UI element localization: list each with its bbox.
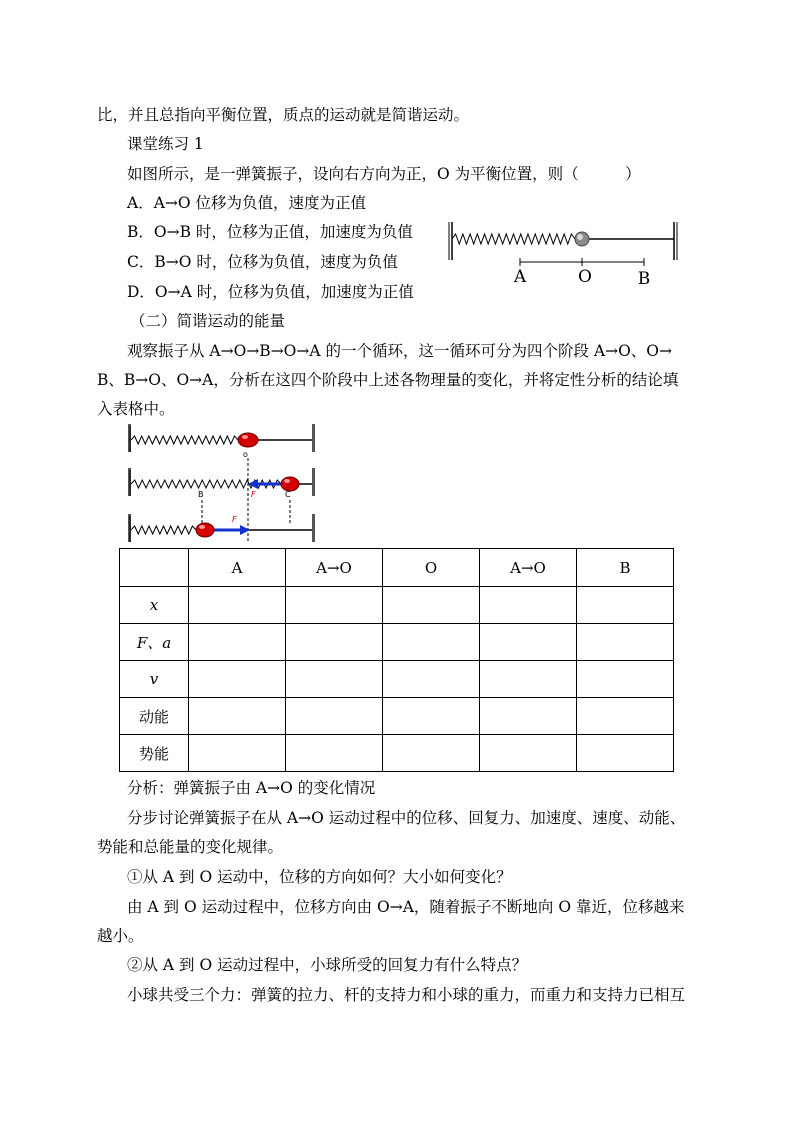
table-cell — [480, 698, 577, 735]
table-row — [120, 624, 674, 661]
table-cell — [189, 735, 286, 772]
analysis-table — [119, 548, 674, 772]
table-cell — [286, 735, 383, 772]
label-c-small: C — [285, 490, 291, 499]
row-label: x — [120, 587, 189, 624]
option-c: C．B→O 时，位移为负值，速度为负值 — [127, 253, 398, 271]
table-header-cell: B — [577, 549, 674, 587]
table-cell — [480, 587, 577, 624]
table-cell — [577, 735, 674, 772]
exercise-heading: 课堂练习 1 — [127, 135, 204, 153]
paragraph-line: 势能和总能量的变化规律。 — [97, 838, 284, 856]
analysis-heading: 分析：弹簧振子由 A→O 的变化情况 — [127, 779, 376, 797]
answer-1-cont: 越小。 — [97, 927, 144, 945]
table-cell — [577, 587, 674, 624]
label-f-small-2: F — [232, 515, 237, 524]
spring-oscillator-figure — [444, 220, 684, 290]
label-o-small: o — [243, 450, 248, 459]
table-cell — [480, 735, 577, 772]
table-header-row — [120, 549, 674, 587]
table-cell — [577, 698, 674, 735]
paragraph-line: B、B→O、O→A，分析在这四个阶段中上述各物理量的变化，并将定性分析的结论填 — [97, 371, 679, 389]
table-cell — [286, 661, 383, 698]
label-f-small: F — [251, 490, 256, 499]
table-cell — [286, 698, 383, 735]
table-cell — [286, 624, 383, 661]
answer-1: 由 A 到 O 运动过程中，位移方向由 O→A，随着振子不断地向 O 靠近，位移越来 — [127, 898, 685, 916]
question-2: ②从 A 到 O 运动过程中，小球所受的回复力有什么特点？ — [127, 956, 528, 974]
table-cell — [189, 587, 286, 624]
table-cell — [383, 661, 480, 698]
paragraph-line: 观察振子从 A→O→B→O→A 的一个循环，这一循环可分为四个阶段 A→O、O→ — [127, 342, 673, 360]
paragraph-line: 入表格中。 — [97, 400, 175, 418]
question-1: ①从 A 到 O 运动中，位移的方向如何？大小如何变化？ — [127, 868, 512, 886]
answer-2: 小球共受三个力：弹簧的拉力、杆的支持力和小球的重力，而重力和支持力已相互 — [127, 986, 686, 1004]
question-text: 如图所示，是一弹簧振子，设向右方向为正，O 为平衡位置，则（ ） — [127, 165, 641, 183]
table-cell — [383, 735, 480, 772]
table-row — [120, 735, 674, 772]
table-cell — [286, 587, 383, 624]
table-cell — [480, 624, 577, 661]
table-row — [120, 661, 674, 698]
label-a: A — [513, 267, 527, 287]
option-a: A．A→O 位移为负值，速度为正值 — [127, 194, 367, 212]
row-label: F、a — [120, 624, 189, 661]
table-cell — [189, 698, 286, 735]
table-cell — [480, 661, 577, 698]
table-cell — [383, 624, 480, 661]
paragraph-line: 分步讨论弹簧振子在从 A→O 运动过程中的位移、回复力、加速度、速度、动能、 — [127, 809, 686, 827]
table-header-cell: O — [383, 549, 480, 587]
label-o: O — [578, 267, 592, 287]
section-heading: （二）简谐运动的能量 — [130, 312, 286, 330]
row-label: 势能 — [120, 735, 189, 772]
table-cell — [577, 624, 674, 661]
table-row — [120, 587, 674, 624]
label-b: B — [637, 269, 651, 289]
table-header-cell: A→O — [480, 549, 577, 587]
label-b-small: B — [198, 490, 204, 499]
row-label: 动能 — [120, 698, 189, 735]
table-cell — [577, 661, 674, 698]
table-header-cell — [120, 549, 189, 587]
row-label: v — [120, 661, 189, 698]
option-b: B．O→B 时，位移为正值，加速度为负值 — [127, 223, 413, 241]
table-header-cell: A — [189, 549, 286, 587]
table-cell — [189, 624, 286, 661]
oscillation-stages-figure — [124, 424, 324, 542]
table-row — [120, 698, 674, 735]
table-header-cell: A→O — [286, 549, 383, 587]
option-d: D．O→A 时，位移为负值，加速度为正值 — [127, 283, 414, 301]
table-cell — [383, 698, 480, 735]
table-cell — [189, 661, 286, 698]
table-cell — [383, 587, 480, 624]
text-line: 比，并且总指向平衡位置，质点的运动就是简谐运动。 — [97, 106, 470, 124]
